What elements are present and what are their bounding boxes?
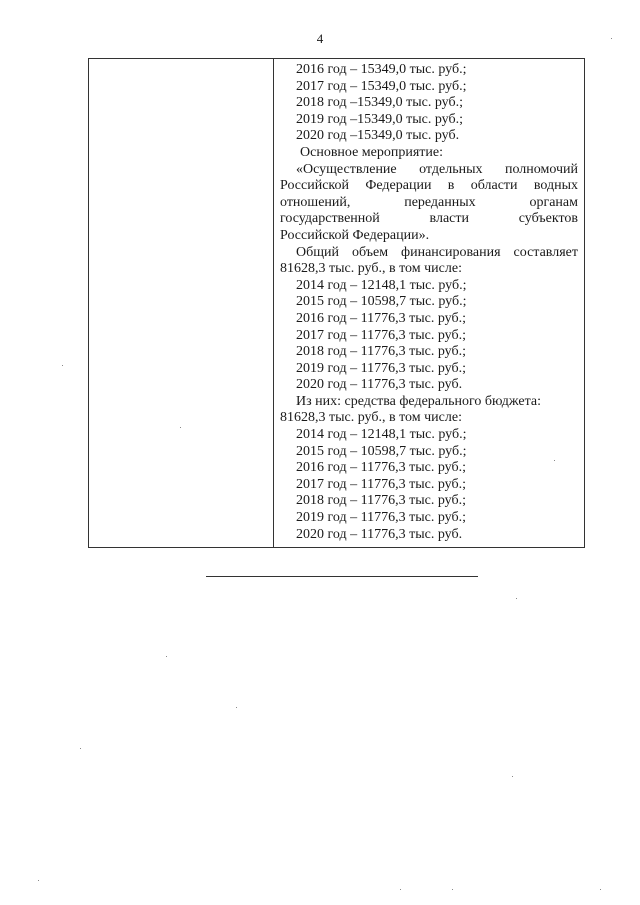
scan-speck [166, 656, 167, 657]
federal-line-2017: 2017 год – 11776,3 тыс. руб.; [296, 476, 466, 492]
scan-speck [611, 38, 612, 39]
activity-description-line: Российской Федерации в области водных [280, 178, 578, 194]
funding-line-2014: 2014 год – 12148,1 тыс. руб.; [296, 277, 467, 293]
funding-line-2016: 2016 год – 11776,3 тыс. руб.; [296, 310, 466, 326]
scan-speck [554, 460, 555, 461]
page-number: 4 [316, 31, 324, 46]
table-right-column [274, 59, 584, 547]
scan-speck [512, 776, 513, 777]
scan-speck [180, 427, 181, 428]
scan-speck [80, 748, 81, 749]
scan-speck [62, 365, 63, 366]
scan-speck [236, 707, 237, 708]
activity-description-line: «Осуществление отдельных полномочий [296, 161, 578, 177]
scan-speck [400, 889, 401, 890]
activity-description-line: государственной власти субъектов [280, 211, 578, 227]
footer-divider [206, 576, 478, 577]
funding-line-2016: 2016 год – 15349,0 тыс. руб.; [296, 62, 467, 77]
scan-speck [38, 880, 39, 881]
funding-line-2015: 2015 год – 10598,7 тыс. руб.; [296, 294, 467, 310]
funding-line-2018: 2018 год – 11776,3 тыс. руб.; [296, 344, 466, 360]
federal-line-2020: 2020 год – 11776,3 тыс. руб. [296, 526, 463, 542]
funding-line-2017: 2017 год – 11776,3 тыс. руб.; [296, 327, 466, 343]
document-table [88, 58, 585, 548]
scan-speck [516, 598, 517, 599]
total-funding-line: 81628,3 тыс. руб., в том числе: [280, 261, 462, 277]
main-activity-heading: Основное мероприятие: [300, 144, 444, 160]
federal-budget-heading: Из них: средства федерального бюджета: [296, 393, 541, 409]
federal-line-2019: 2019 год – 11776,3 тыс. руб.; [296, 510, 466, 526]
activity-description-line: Российской Федерации». [280, 227, 430, 243]
funding-line-2020: 2020 год – 11776,3 тыс. руб. [296, 377, 463, 393]
scan-speck [452, 889, 453, 890]
table-left-column [89, 59, 274, 547]
activity-description-line: отношений, переданных органам [280, 194, 578, 210]
funding-line-2020: 2020 год –15349,0 тыс. руб. [296, 128, 460, 144]
federal-line-2014: 2014 год – 12148,1 тыс. руб.; [296, 427, 467, 443]
funding-line-2018: 2018 год –15349,0 тыс. руб.; [296, 95, 463, 111]
funding-line-2019: 2019 год –15349,0 тыс. руб.; [296, 111, 463, 127]
federal-line-2016: 2016 год – 11776,3 тыс. руб.; [296, 460, 466, 476]
federal-line-2015: 2015 год – 10598,7 тыс. руб.; [296, 443, 467, 459]
scan-speck [600, 889, 601, 890]
funding-line-2017: 2017 год – 15349,0 тыс. руб.; [296, 78, 467, 94]
funding-line-2019: 2019 год – 11776,3 тыс. руб.; [296, 360, 466, 376]
federal-budget-total-line: 81628,3 тыс. руб., в том числе: [280, 410, 462, 426]
total-funding-line: Общий объем финансирования составляет [296, 244, 578, 260]
federal-line-2018: 2018 год – 11776,3 тыс. руб.; [296, 493, 466, 509]
